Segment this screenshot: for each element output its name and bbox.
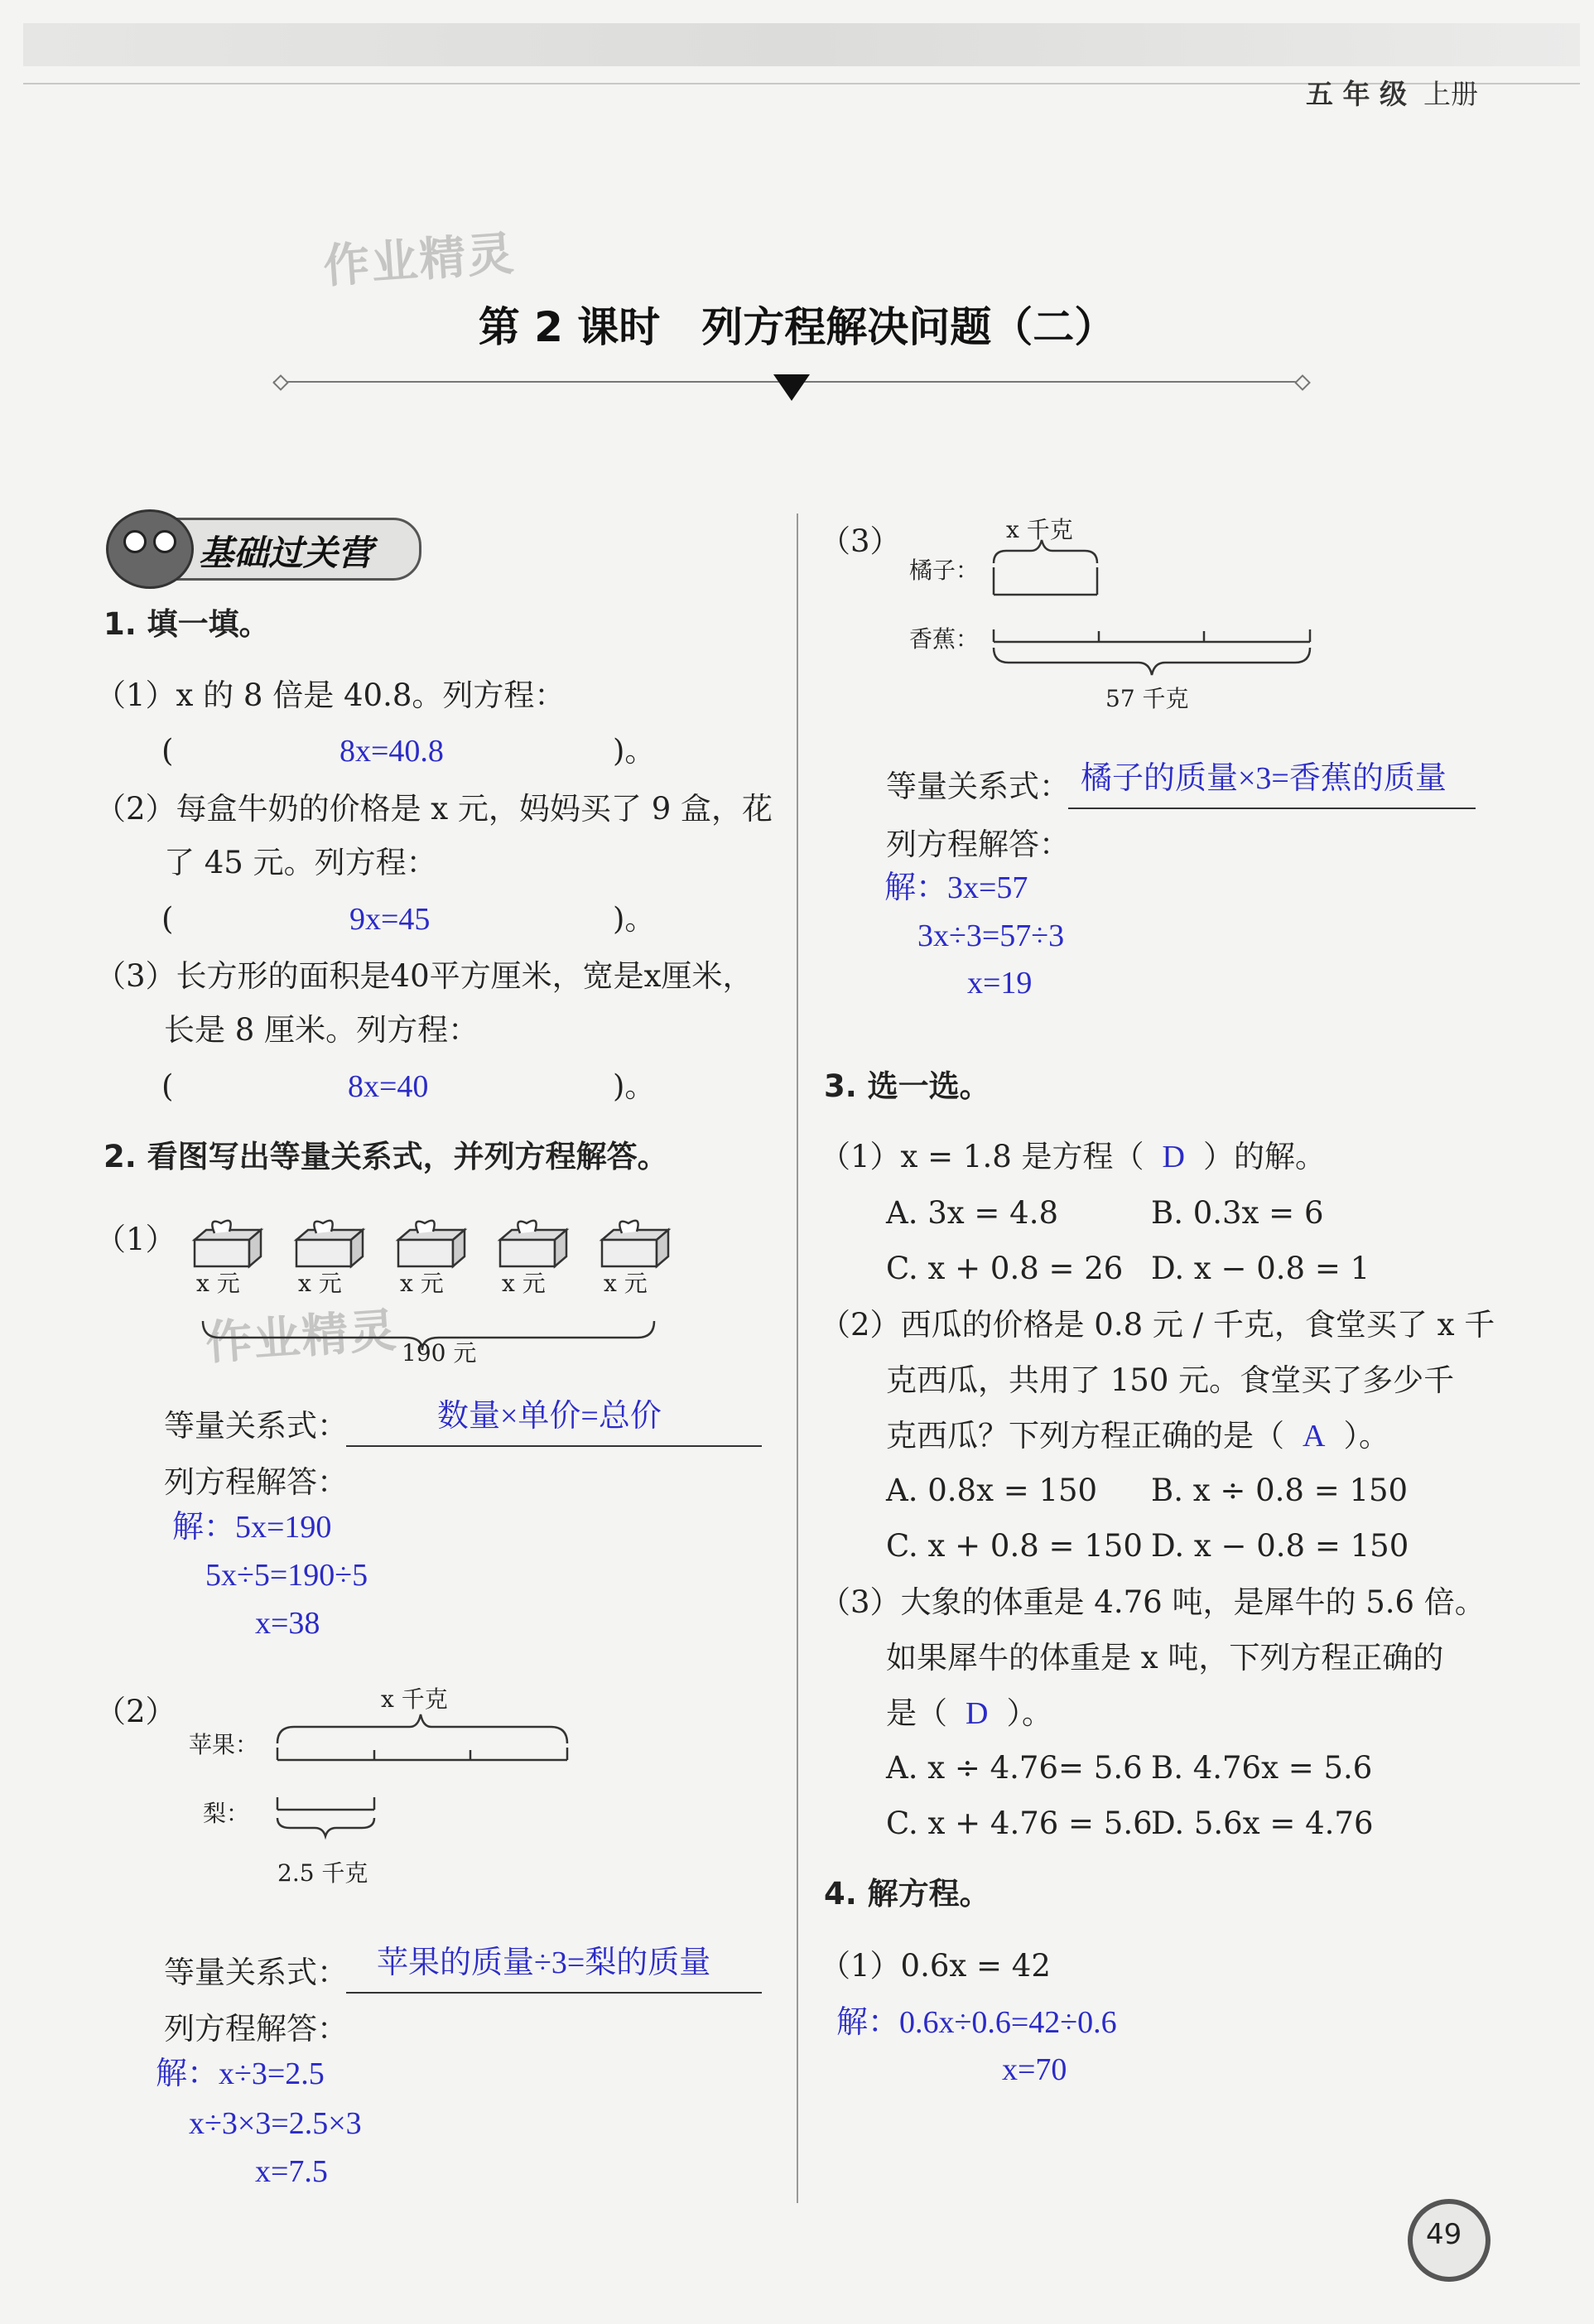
- q3-p3-opt-d: D. 5.6x = 4.76: [1151, 1806, 1374, 1841]
- gift-box-icon: [296, 1221, 363, 1266]
- q2-p1-relation-label: 等量关系式：: [164, 1408, 348, 1444]
- frog-icon: [106, 509, 194, 589]
- q3-p1-pre-text: （1）x = 1.8 是方程（: [820, 1139, 1144, 1174]
- q3-p3-opt-a: A. x ÷ 4.76= 5.6: [886, 1750, 1143, 1786]
- q4-p1-step-2: x=70: [1002, 2052, 1067, 2087]
- q2-p3-relation-label: 等量关系式：: [886, 769, 1070, 804]
- q2-p2-step-3: x=7.5: [255, 2154, 328, 2189]
- q2-p2-row2: 梨：: [203, 1800, 250, 1827]
- box-label-2: x 元: [298, 1270, 342, 1297]
- q1-title: 1. 填一填。: [104, 606, 270, 642]
- section-badge: [106, 509, 425, 584]
- total-label: 190 元: [402, 1339, 477, 1367]
- frog-eye-icon: [153, 530, 176, 553]
- frog-eye-icon: [123, 530, 147, 553]
- badge-text: 基础过关营: [199, 533, 373, 573]
- gift-box-icon: [398, 1221, 465, 1266]
- box-label-3: x 元: [400, 1270, 444, 1297]
- q2-p3-step-3: x=19: [967, 966, 1033, 1000]
- lesson-title: 第 2 课时 列方程解决问题（二）: [478, 303, 1116, 351]
- q2-p1-step-1: 解：5x=190: [172, 1510, 332, 1545]
- q2-p2-relation-line: [346, 1992, 762, 1994]
- q1-p2-text1: （2）每盒牛奶的价格是 x 元，妈妈买了 9 盒，花: [95, 791, 773, 827]
- q3-p2-opt-a: A. 0.8x = 150: [886, 1473, 1098, 1508]
- q4-p1-step-1: 解：0.6x÷0.6=42÷0.6: [836, 2005, 1117, 2040]
- q2-p1-solve-label: 列方程解答：: [164, 1464, 348, 1500]
- q2-p3-top: x 千克: [1006, 516, 1073, 543]
- q1-p3-open: (: [161, 1068, 174, 1104]
- q2-p3-step-1: 解：3x=57: [884, 870, 1028, 905]
- q2-p2-row1: 苹果：: [189, 1731, 259, 1758]
- page-number: 49: [1426, 2218, 1462, 2251]
- divider-left-diamond: [272, 374, 289, 391]
- q1-p3-text1: （3）长方形的面积是40平方厘米，宽是x厘米，: [95, 958, 754, 994]
- q2-p1-step-2: 5x÷5=190÷5: [205, 1558, 368, 1593]
- q2-p3-step-2: 3x÷3=57÷3: [917, 919, 1065, 953]
- q2-p2-step-2: x÷3×3=2.5×3: [189, 2106, 362, 2141]
- q1-p2-close: )。: [613, 901, 656, 937]
- q3-p1-answer: D: [1162, 1140, 1185, 1174]
- q1-p1-close: )。: [613, 733, 656, 769]
- gift-box-icon: [195, 1221, 261, 1266]
- column-separator: [797, 513, 798, 2203]
- q1-p3-close: )。: [613, 1068, 656, 1104]
- box-label-5: x 元: [604, 1270, 648, 1297]
- q2-p2-solve-label: 列方程解答：: [164, 2011, 348, 2047]
- q3-title: 3. 选一选。: [824, 1068, 990, 1104]
- q3-p3-l1: （3）大象的体重是 4.76 吨，是犀牛的 5.6 倍。: [820, 1584, 1486, 1620]
- grade-label: [1306, 73, 1478, 112]
- q2-p2-label: （2）: [95, 1694, 176, 1729]
- q4-p1-eq: （1）0.6x = 42: [820, 1948, 1051, 1984]
- watermark-2: 作业精灵: [204, 1303, 400, 1372]
- divider-arrow-icon: [773, 374, 810, 401]
- q2-p1-relation-line: [346, 1445, 762, 1447]
- q2-p3-row1: 橘子：: [909, 557, 980, 584]
- header-band: [23, 23, 1580, 66]
- q3-p2-opt-c: C. x + 0.8 = 150: [886, 1528, 1143, 1564]
- q3-p1-post: ）的解。: [1203, 1139, 1326, 1174]
- orange-banana-diagram: [985, 538, 1333, 683]
- q2-p1-label: （1）: [95, 1222, 176, 1257]
- q3-p1-opt-d: D. x − 0.8 = 1: [1151, 1251, 1370, 1286]
- divider-right-diamond: [1294, 374, 1311, 391]
- q2-p2-top: x 千克: [381, 1685, 448, 1713]
- q4-title: 4. 解方程。: [824, 1876, 990, 1912]
- gift-box-icon: [602, 1221, 668, 1266]
- q3-p2-pre: [886, 1418, 1389, 1454]
- volume-text: 上册: [1423, 78, 1478, 110]
- q3-p1-opt-b: B. 0.3x = 6: [1151, 1195, 1324, 1231]
- q2-p3-relation: 橘子的质量×3=香蕉的质量: [1081, 761, 1447, 796]
- gift-box-icon: [500, 1221, 566, 1266]
- q3-p3-opt-b: B. 4.76x = 5.6: [1151, 1750, 1373, 1786]
- q3-p2-answer: A: [1303, 1419, 1326, 1454]
- q3-p1-pre: [820, 1139, 1326, 1175]
- box-label-1: x 元: [196, 1270, 240, 1297]
- q1-p2-answer: 9x=45: [349, 902, 431, 937]
- q2-p2-bottom: 2.5 千克: [277, 1859, 368, 1887]
- q2-p3-bottom: 57 千克: [1105, 685, 1189, 712]
- q2-title: 2. 看图写出等量关系式，并列方程解答。: [104, 1139, 668, 1174]
- q3-p3-pre-text: 是（: [886, 1695, 947, 1731]
- q3-p2-post: ）。: [1343, 1418, 1389, 1454]
- q3-p3-opt-c: C. x + 4.76 = 5.6: [886, 1806, 1153, 1841]
- q3-p1-opt-a: A. 3x = 4.8: [886, 1195, 1059, 1231]
- q3-p2-l2: 克西瓜，共用了 150 元。食堂买了多少千: [886, 1362, 1455, 1398]
- q3-p2-pre-text: 克西瓜？下列方程正确的是（: [886, 1418, 1284, 1454]
- q2-p3-solve-label: 列方程解答：: [886, 827, 1070, 862]
- q1-p3-text2: 长是 8 厘米。列方程：: [164, 1012, 479, 1048]
- q3-p3-answer: D: [966, 1696, 989, 1731]
- q2-p3-row2: 香蕉：: [909, 625, 980, 653]
- q2-p1-step-3: x=38: [255, 1606, 320, 1641]
- q3-p2-opt-d: D. x − 0.8 = 150: [1151, 1528, 1409, 1564]
- q1-p3-answer: 8x=40: [348, 1069, 429, 1104]
- q1-p2-text2: 了 45 元。列方程：: [164, 845, 437, 880]
- q2-p2-relation-label: 等量关系式：: [164, 1955, 348, 1990]
- q1-p1-text: （1）x 的 8 倍是 40.8。列方程：: [95, 677, 566, 713]
- q2-p2-relation: 苹果的质量÷3=梨的质量: [377, 1946, 711, 1980]
- q3-p2-opt-b: B. x ÷ 0.8 = 150: [1151, 1473, 1409, 1508]
- q1-p1-open: (: [161, 733, 174, 769]
- q3-p3-post: ）。: [1006, 1695, 1052, 1731]
- grade-text: 五 年 级: [1306, 78, 1407, 110]
- q1-p1-answer: 8x=40.8: [340, 734, 444, 769]
- q3-p1-opt-c: C. x + 0.8 = 26: [886, 1251, 1124, 1286]
- q3-p2-l1: （2）西瓜的价格是 0.8 元 / 千克，食堂买了 x 千: [820, 1307, 1495, 1343]
- q2-p3-relation-line: [1068, 808, 1476, 809]
- box-label-4: x 元: [502, 1270, 546, 1297]
- apple-pear-diagram: [265, 1710, 580, 1868]
- watermark: 作业精灵: [321, 226, 518, 295]
- q2-p3-label: （3）: [820, 523, 901, 559]
- q2-p2-step-1: 解：x÷3=2.5: [156, 2056, 325, 2091]
- q2-p1-relation: 数量×单价=总价: [437, 1399, 662, 1434]
- q3-p3-pre: [886, 1695, 1052, 1732]
- q3-p3-l2: 如果犀牛的体重是 x 吨，下列方程正确的: [886, 1640, 1444, 1675]
- q1-p2-open: (: [161, 901, 174, 937]
